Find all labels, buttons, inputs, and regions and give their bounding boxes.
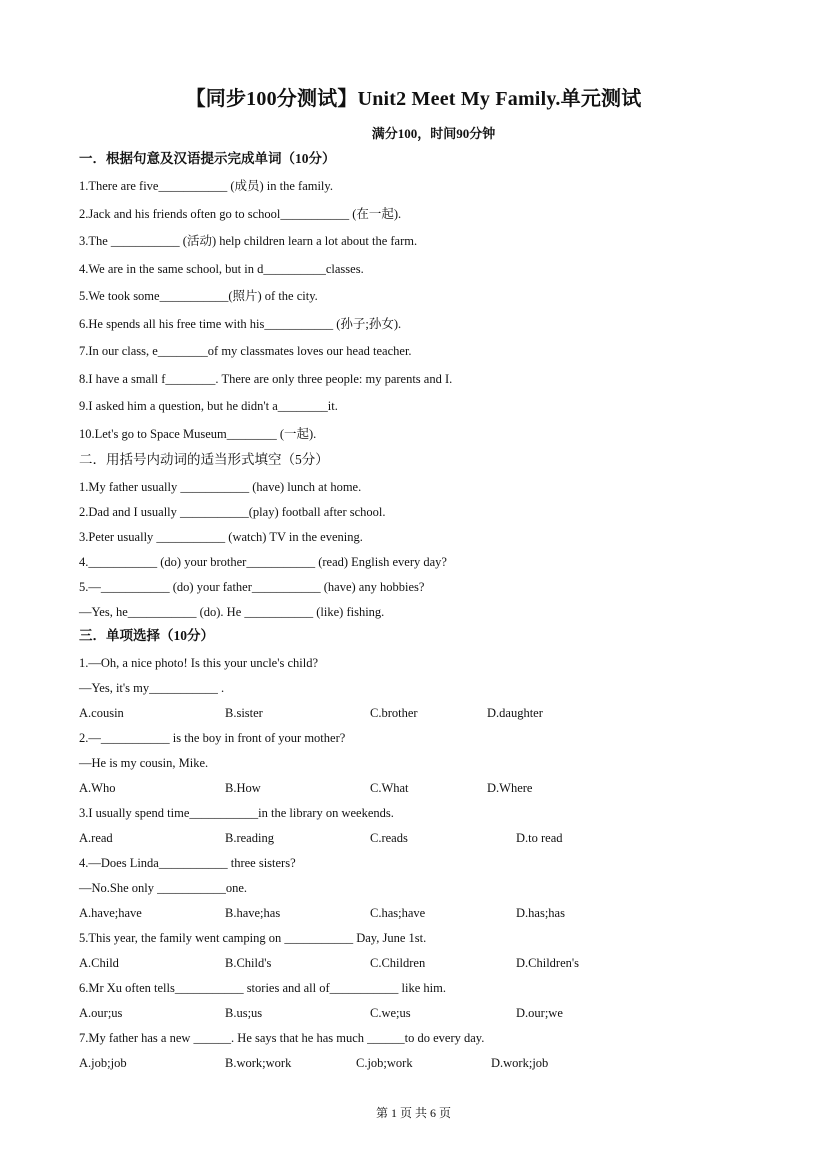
option-b: B.us;us bbox=[225, 1006, 263, 1020]
page-number: 第 1 页 共 6 页 bbox=[375, 1106, 451, 1120]
question-line: 9.I asked him a question, but he didn't a________it. bbox=[79, 399, 338, 413]
document-subtitle: 满分100，时间90分钟 bbox=[371, 126, 496, 141]
question-line: 4.We are in the same school, but in d__________classes. bbox=[79, 261, 364, 276]
option-b: B.Child's bbox=[225, 956, 272, 970]
answer-options bbox=[79, 703, 759, 728]
option-d: D.work;job bbox=[491, 1056, 549, 1070]
option-b: B.How bbox=[225, 781, 261, 795]
option-a: A.read bbox=[79, 831, 113, 845]
option-b: B.reading bbox=[225, 831, 274, 845]
answer-line: —Yes, it's my___________ . bbox=[79, 681, 225, 695]
option-b: B.sister bbox=[225, 706, 263, 720]
section-heading-2: 二．用括号内动词的适当形式填空（5分） bbox=[79, 452, 329, 467]
section-heading-3: 三．单项选择（10分） bbox=[79, 628, 214, 643]
question-line: 5.This year, the family went camping on ___________ Day, June 1st. bbox=[79, 931, 427, 945]
question-line: 3.I usually spend time___________in the library on weekends. bbox=[79, 806, 394, 820]
option-c: C.Children bbox=[370, 956, 426, 970]
answer-line: —He is my cousin, Mike. bbox=[79, 756, 209, 770]
answer-options bbox=[79, 778, 759, 803]
document-body bbox=[79, 150, 759, 1078]
question-line: —Yes, he___________ (do). He ___________ (like) fishing. bbox=[79, 605, 385, 619]
answer-options bbox=[79, 1003, 759, 1028]
option-d: D.has;has bbox=[516, 906, 565, 920]
section-heading-1: 一．根据句意及汉语提示完成单词（10分） bbox=[79, 151, 336, 166]
option-a: A.have;have bbox=[79, 906, 142, 920]
question-line: 6.He spends all his free time with his___________ (孙子;孙女). bbox=[79, 316, 402, 331]
option-d: D.Where bbox=[487, 781, 533, 795]
option-d: D.to read bbox=[516, 831, 563, 845]
question-line: 8.I have a small f________. There are only three people: my parents and I. bbox=[79, 371, 453, 386]
option-c: C.reads bbox=[370, 831, 408, 845]
option-a: A.Child bbox=[79, 956, 119, 970]
question-line: 3.Peter usually ___________ (watch) TV in the evening. bbox=[79, 530, 363, 544]
question-line: 5.—___________ (do) your father___________ (have) any hobbies? bbox=[79, 580, 425, 594]
option-a: A.our;us bbox=[79, 1006, 123, 1020]
option-c: C.What bbox=[370, 781, 409, 795]
option-a: A.cousin bbox=[79, 706, 124, 720]
question-line: 7.My father has a new ______. He says that he has much ______to do every day. bbox=[79, 1031, 485, 1045]
answer-options bbox=[79, 828, 759, 853]
question-line: 2.—___________ is the boy in front of your mother? bbox=[79, 731, 346, 745]
question-line: 3.The ___________ (活动) help children learn a lot about the farm. bbox=[79, 234, 418, 248]
answer-line: —No.She only ___________one. bbox=[79, 881, 248, 895]
answer-options bbox=[79, 903, 759, 928]
question-line: 1.—Oh, a nice photo! Is this your uncle's child? bbox=[79, 656, 319, 670]
question-line: 7.In our class, e________of my classmates loves our head teacher. bbox=[79, 344, 412, 358]
option-c: C.job;work bbox=[356, 1056, 413, 1070]
option-d: D.Children's bbox=[516, 956, 580, 970]
question-line: 5.We took some___________(照片) of the city. bbox=[79, 289, 318, 303]
option-b: B.work;work bbox=[225, 1056, 292, 1070]
answer-options bbox=[79, 953, 759, 978]
question-line: 2.Dad and I usually ___________(play) football after school. bbox=[79, 505, 386, 519]
option-c: C.has;have bbox=[370, 906, 426, 920]
question-line: 1.There are five___________ (成员) in the family. bbox=[79, 179, 333, 193]
question-line: 6.Mr Xu often tells___________ stories and all of___________ like him. bbox=[79, 981, 446, 995]
answer-options bbox=[79, 1053, 759, 1078]
option-d: D.our;we bbox=[516, 1006, 563, 1020]
option-d: D.daughter bbox=[487, 706, 543, 720]
document-title: 【同步100分测试】Unit2 Meet My Family.单元测试 bbox=[185, 88, 642, 110]
question-line: 1.My father usually ___________ (have) lunch at home. bbox=[79, 480, 362, 494]
option-b: B.have;has bbox=[225, 906, 281, 920]
question-line: 4.—Does Linda___________ three sisters? bbox=[79, 856, 296, 870]
question-line: 10.Let's go to Space Museum________ (一起). bbox=[79, 426, 317, 441]
option-c: C.brother bbox=[370, 706, 418, 720]
option-a: A.job;job bbox=[79, 1056, 127, 1070]
option-a: A.Who bbox=[79, 781, 116, 795]
option-c: C.we;us bbox=[370, 1006, 411, 1020]
question-line: 2.Jack and his friends often go to school___________ (在一起). bbox=[79, 206, 402, 221]
question-line: 4.___________ (do) your brother___________ (read) English every day? bbox=[79, 555, 447, 569]
